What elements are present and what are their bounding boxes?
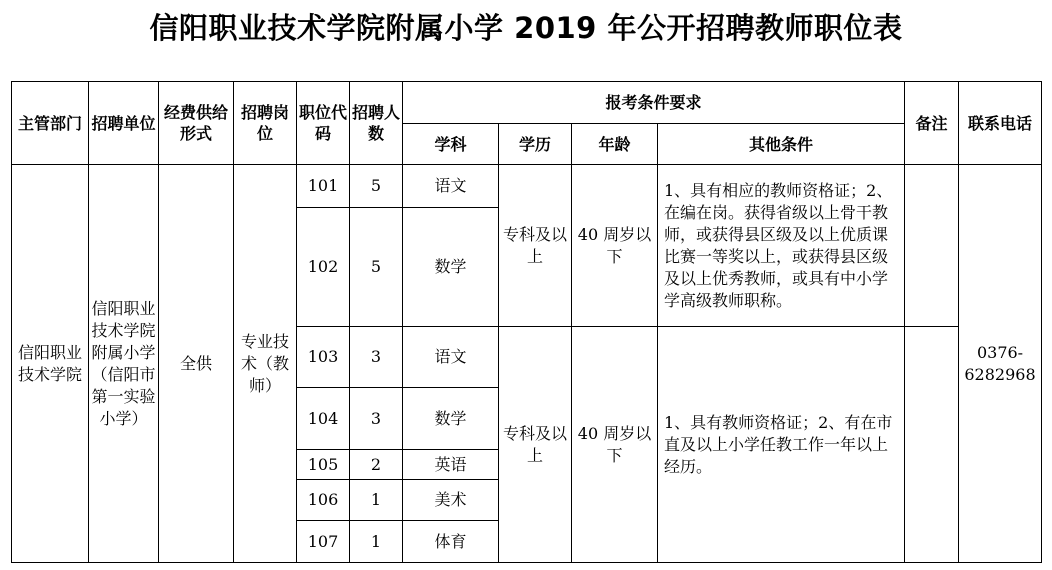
unit-cell: 信阳职业技术学院附属小学（信阳市第一实验小学）: [89, 165, 159, 563]
code-cell: 101: [297, 165, 350, 208]
count-cell: 2: [350, 450, 403, 480]
education-cell-group2: 专科及以上: [499, 327, 572, 563]
count-cell: 3: [350, 388, 403, 450]
funding-cell: 全供: [159, 165, 234, 563]
count-cell: 1: [350, 521, 403, 563]
other-conditions-group1: 1、具有相应的教师资格证；2、在编在岗。获得省级以上骨干教师，或获得县区级及以上优质课比赛一等奖以上，或获得县区级及以上优秀教师，或具有中小学学高级教师职称。: [658, 165, 905, 327]
subject-cell: 语文: [403, 327, 499, 388]
post-cell: 专业技术（教师）: [234, 165, 297, 563]
header-unit: 招聘单位: [89, 82, 159, 165]
subject-cell: 英语: [403, 450, 499, 480]
header-other: 其他条件: [658, 124, 905, 165]
subject-cell: 数学: [403, 208, 499, 327]
page-title: 信阳职业技术学院附属小学 2019 年公开招聘教师职位表: [149, 11, 903, 45]
count-cell: 1: [350, 480, 403, 521]
subject-cell: 数学: [403, 388, 499, 450]
subject-cell: 美术: [403, 480, 499, 521]
header-subject: 学科: [403, 124, 499, 165]
header-code: 职位代码: [297, 82, 350, 165]
count-cell: 5: [350, 165, 403, 208]
code-cell: 102: [297, 208, 350, 327]
age-cell-group2: 40 周岁以下: [572, 327, 658, 563]
phone-cell: 0376-6282968: [959, 165, 1042, 563]
code-cell: 103: [297, 327, 350, 388]
code-cell: 106: [297, 480, 350, 521]
header-age: 年龄: [572, 124, 658, 165]
subject-cell: 语文: [403, 165, 499, 208]
job-table: [11, 81, 1042, 563]
table-row: [12, 165, 1042, 208]
code-cell: 107: [297, 521, 350, 563]
count-cell: 5: [350, 208, 403, 327]
header-education: 学历: [499, 124, 572, 165]
subject-cell: 体育: [403, 521, 499, 563]
header-phone: 联系电话: [959, 82, 1042, 165]
remark-cell-group2: [905, 327, 959, 563]
code-cell: 104: [297, 388, 350, 450]
header-funding: 经费供给形式: [159, 82, 234, 165]
header-remark: 备注: [905, 82, 959, 165]
other-conditions-group2: 1、具有教师资格证；2、有在市直及以上小学任教工作一年以上经历。: [658, 327, 905, 563]
header-requirements: 报考条件要求: [403, 82, 905, 124]
header-department: 主管部门: [12, 82, 89, 165]
code-cell: 105: [297, 450, 350, 480]
age-cell-group1: 40 周岁以下: [572, 165, 658, 327]
count-cell: 3: [350, 327, 403, 388]
department-cell: 信阳职业技术学院: [12, 165, 89, 563]
header-post: 招聘岗位: [234, 82, 297, 165]
header-row-1: [12, 82, 1042, 124]
header-count: 招聘人数: [350, 82, 403, 165]
education-cell-group1: 专科及以上: [499, 165, 572, 327]
remark-cell-group1: [905, 165, 959, 327]
